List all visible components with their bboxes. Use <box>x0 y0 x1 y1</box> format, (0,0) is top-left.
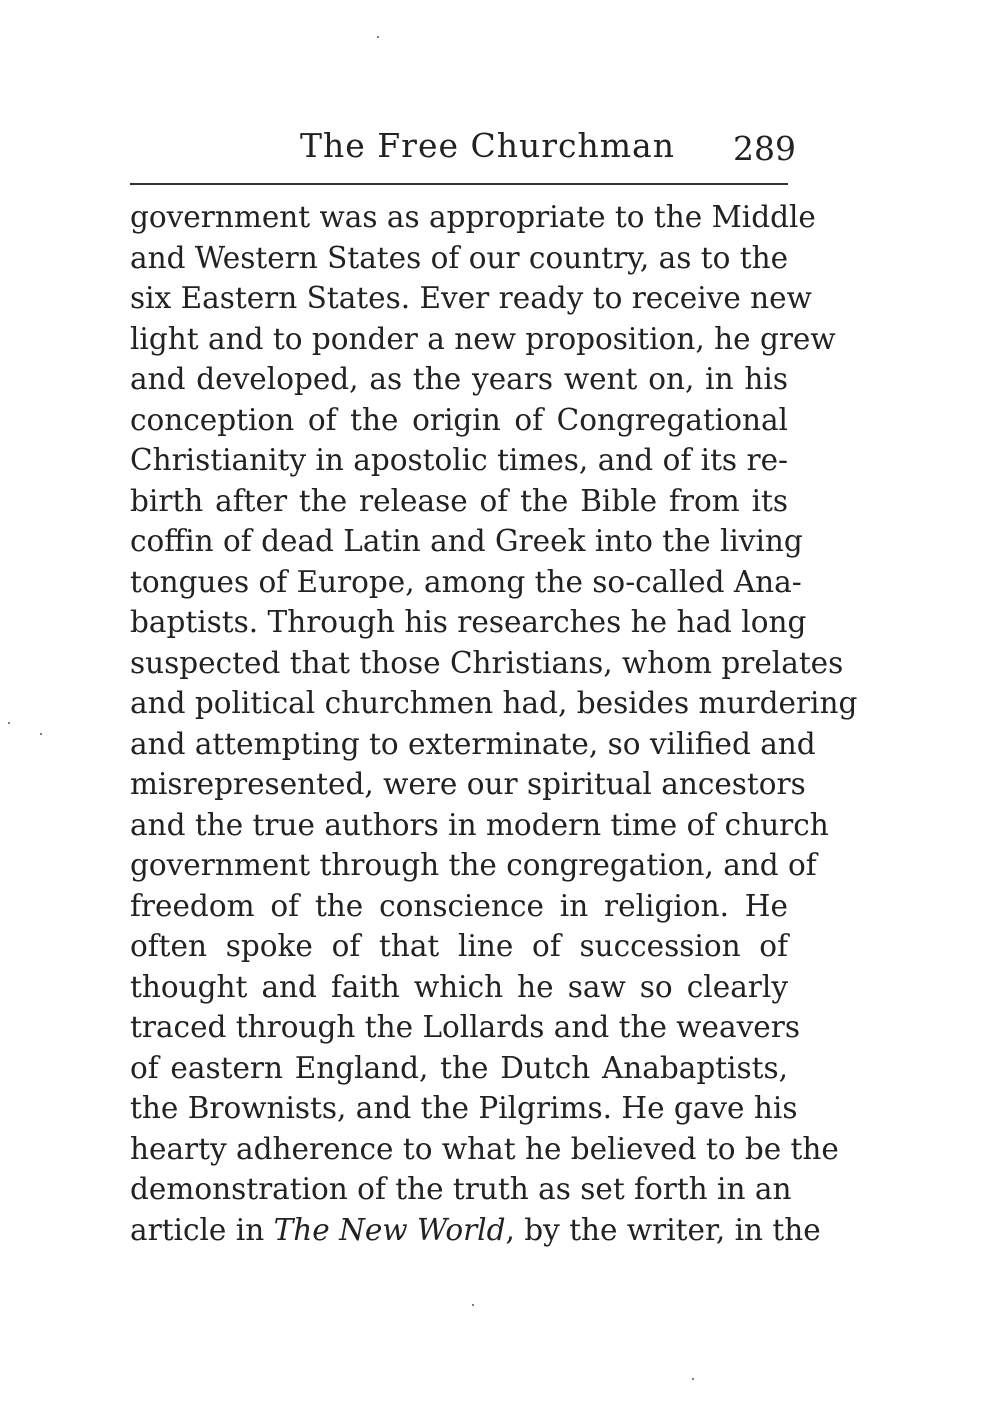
text-line: government was as appropriate to the Middle <box>130 200 816 234</box>
print-speck <box>692 1378 694 1380</box>
print-speck <box>8 722 10 724</box>
text-line: traced through the Lollards and the weavers <box>130 1010 800 1044</box>
text-line: birth after the release of the Bible from its <box>130 483 788 518</box>
print-speck <box>40 733 42 735</box>
text-line: and developed, as the years went on, in his <box>130 362 788 396</box>
body-text <box>130 197 858 1250</box>
text-line: often spoke of that line of succession of <box>130 929 788 963</box>
text-line: freedom of the conscience in religion. He <box>130 888 788 923</box>
publication-title: The New World <box>273 1212 506 1247</box>
print-speck <box>377 36 379 38</box>
text-line: and Western States of our country, as to the <box>130 240 789 275</box>
text-line: misrepresented, were our spiritual ancestors <box>130 767 806 801</box>
text-line-last <box>130 1210 821 1251</box>
text-line: suspected that those Christians, whom prelates <box>130 645 844 680</box>
text-line: and attempting to exterminate, so vilified and <box>130 726 816 761</box>
print-speck <box>472 1304 474 1306</box>
text-line: and political churchmen had, besides murdering <box>130 686 858 720</box>
text-line: the Brownists, and the Pilgrims. He gave his <box>130 1091 798 1125</box>
text-line: baptists. Through his researches he had long <box>130 605 807 639</box>
page-number: 289 <box>733 129 796 168</box>
text-line: of eastern England, the Dutch Anabaptists, <box>130 1050 788 1085</box>
text-segment: article in <box>130 1212 274 1247</box>
text-line: tongues of Europe, among the so-called Ana- <box>130 564 802 599</box>
text-line: and the true authors in modern time of church <box>130 807 829 842</box>
text-line: thought and faith which he saw so clearly <box>130 969 788 1004</box>
text-line: government through the congregation, and of <box>130 848 817 882</box>
header-rule <box>130 183 788 185</box>
text-line: Christianity in apostolic times, and of its re- <box>130 443 788 477</box>
text-line: hearty adherence to what he believed to be the <box>130 1131 839 1166</box>
text-line: coffin of dead Latin and Greek into the living <box>130 524 803 558</box>
text-line: conception of the origin of Congregational <box>130 402 788 437</box>
text-segment: , by the writer, in the <box>505 1212 821 1247</box>
text-line: demonstration of the truth as set forth in an <box>130 1172 792 1206</box>
text-line: light and to ponder a new proposition, he grew <box>130 321 836 356</box>
running-title: The Free Churchman <box>300 126 675 165</box>
text-line: six Eastern States. Ever ready to receive new <box>130 281 812 315</box>
